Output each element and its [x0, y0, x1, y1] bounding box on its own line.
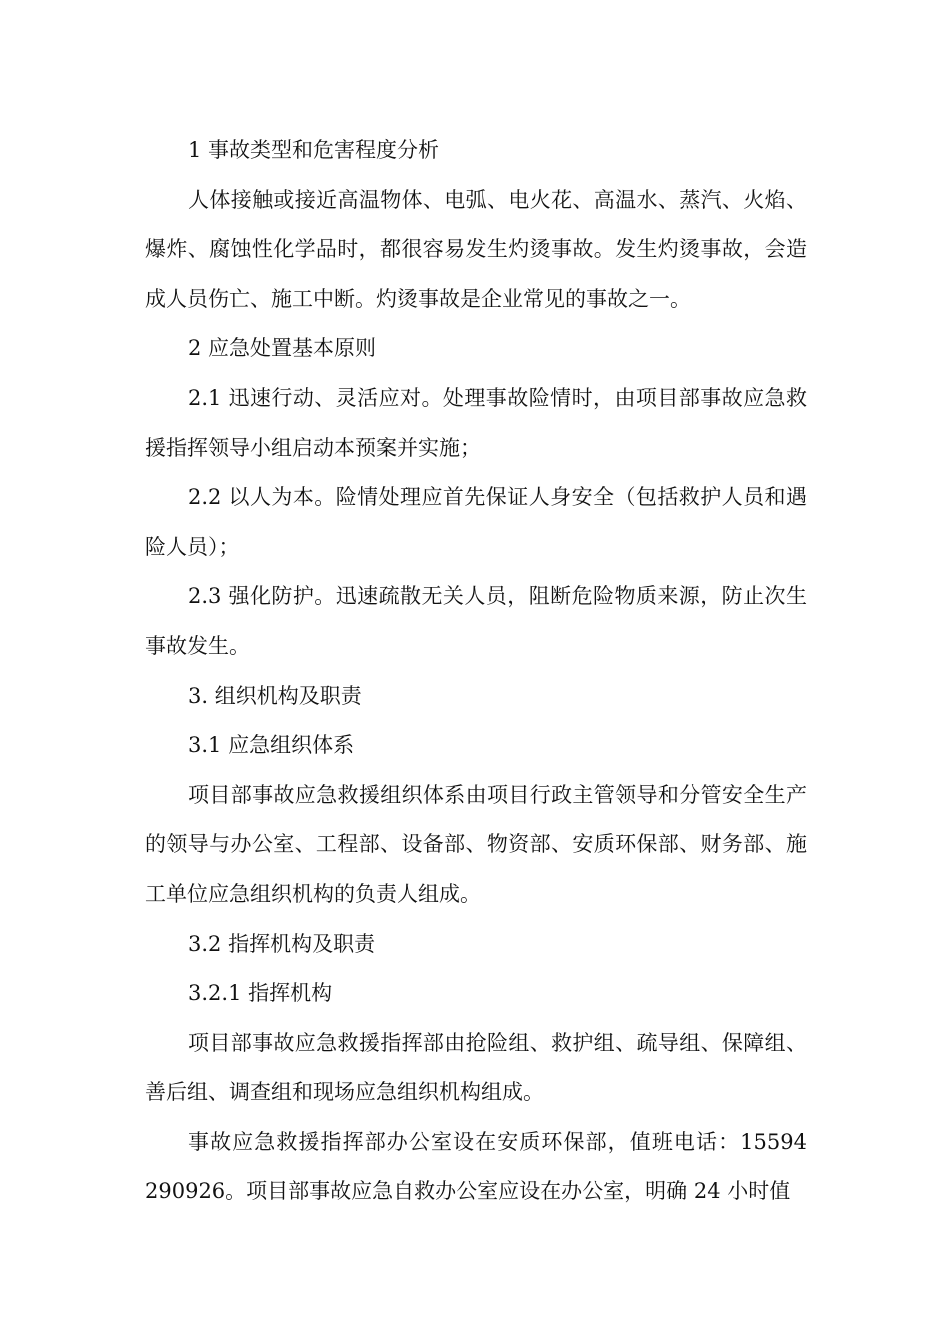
- heading-organization: 3. 组织机构及职责: [188, 683, 362, 708]
- paragraph-principle-2-3: 2.3 强化防护。迅速疏散无关人员，阻断危险物质来源，防止次生事故发生。: [145, 584, 807, 658]
- heading-basic-principles: 2 应急处置基本原则: [188, 336, 377, 361]
- document-body: [145, 126, 807, 1217]
- heading-accident-analysis: 1 事故类型和危害程度分析: [188, 138, 440, 162]
- heading-command-structure: 3.2 指挥机构及职责: [188, 931, 376, 956]
- paragraph-emergency-system: 项目部事故应急救援组织体系由项目行政主管领导和分管安全生产的领导与办公室、工程部、设备部、物资部、安质环保部、财务部、施工单位应急组织机构的负责人组成。: [145, 782, 807, 906]
- paragraph-office-duty: 事故应急救援指挥部办公室设在安质环保部，值班电话：15594 290926。项目部事故应急自救办公室应设在办公室，明确 24 小时值: [145, 1129, 807, 1204]
- paragraph-accident-description: 人体接触或接近高温物体、电弧、电火花、高温水、蒸汽、火焰、爆炸、腐蚀性化学品时，都很容易发生灼烫事故。发生灼烫事故，会造成人员伤亡、施工中断。灼烫事故是企业常见的事故之一。: [145, 187, 807, 311]
- heading-emergency-system: 3.1 应急组织体系: [188, 733, 355, 758]
- paragraph-principle-2-2: 2.2 以人为本。险情处理应首先保证人身安全（包括救护人员和遇险人员）；: [145, 485, 807, 559]
- heading-command-body: 3.2.1 指挥机构: [188, 981, 333, 1006]
- paragraph-principle-2-1: 2.1 迅速行动、灵活应对。处理事故险情时，由项目部事故应急救援指挥领导小组启动本预案并实施；: [145, 385, 807, 460]
- paragraph-command-body: 项目部事故应急救援指挥部由抢险组、救护组、疏导组、保障组、善后组、调查组和现场应急组织机构组成。: [145, 1030, 807, 1105]
